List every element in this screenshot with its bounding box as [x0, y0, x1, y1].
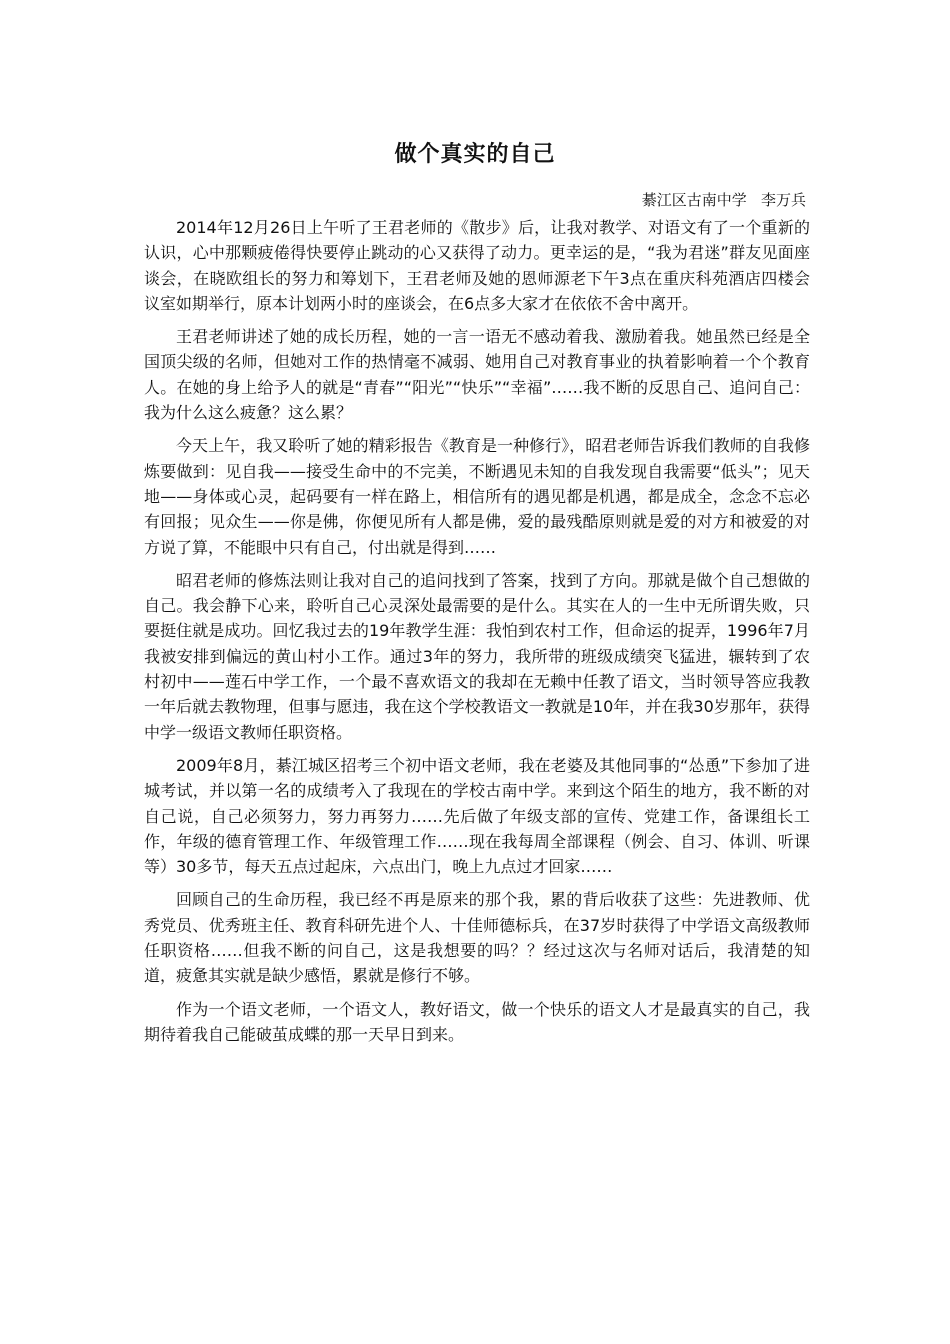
author-byline: 綦江区古南中学 李万兵 [641, 191, 806, 209]
document-body [144, 215, 810, 1055]
paragraph-6: 回顾自己的生命历程，我已经不再是原来的那个我，累的背后收获了这些：先进教师、优秀党员、优秀班主任、教育科研先进个人、十佳师德标兵，在37岁时获得了中学语文高级教师任职资格……但我不断的问自己，这是我想要的吗？？经过这次与名师对话后，我清楚的知道，疲惫其实就是缺少感悟，累就是修行不够。 [144, 890, 810, 986]
document-title: 做个真实的自己 [394, 142, 556, 167]
paragraph-7: 作为一个语文老师，一个语文人，教好语文，做一个快乐的语文人才是最真实的自己，我期待着我自己能破茧成蝶的那一天早日到来。 [144, 999, 810, 1044]
paragraph-3: 今天上午，我又聆听了她的精彩报告《教育是一种修行》，昭君老师告诉我们教师的自我修炼要做到：见自我——接受生命中的不完美，不断遇见未知的自我发现自我需要“低头”；见天地——身体或心灵，起码要有一样在路上，相信所有的遇见都是机遇，都是成全，念念不忘必有回报；见众生——你是佛，你便见所有人都是佛，爱的最残酷原则就是爱的对方和被爱的对方说了算，不能眼中只有自己，付出就是得到…… [144, 436, 810, 557]
paragraph-2: 王君老师讲述了她的成长历程，她的一言一语无不感动着我、激励着我。她虽然已经是全国顶尖级的名师，但她对工作的热情毫不减弱、她用自己对教育事业的执着影响着一个个教育人。在她的身上给予人的就是“青春”“阳光”“快乐”“幸福”……我不断的反思自己、追问自己：我为什么这么疲惫？这么累？ [144, 327, 810, 423]
paragraph-4: 昭君老师的修炼法则让我对自己的追问找到了答案，找到了方向。那就是做个自己想做的自己。我会静下心来，聆听自己心灵深处最需要的是什么。其实在人的一生中无所谓失败，只要挺住就是成功。回忆我过去的19年教学生涯：我怕到农村工作，但命运的捉弄，1996年7月我被安排到偏远的黄山村小工作。通过3年的努力，我所带的班级成绩突飞猛进，辗转到了农村初中——莲石中学工作，一个最不喜欢语文的我却在无赖中任教了语文，当时领导答应我教一年后就去教物理，但事与愿违，我在这个学校教语文一教就是10年，并在我30岁那年，获得中学一级语文教师任职资格。 [144, 570, 810, 742]
paragraph-1: 2014年12月26日上午听了王君老师的《散步》后，让我对教学、对语文有了一个重新的认识，心中那颗疲倦得快要停止跳动的心又获得了动力。更幸运的是，“我为君迷”群友见面座谈会，在晓欧组长的努力和筹划下，王君老师及她的恩师源老下午3点在重庆科苑酒店四楼会议室如期举行，原本计划两小时的座谈会，在6点多大家才在依依不舍中离开。 [144, 218, 810, 313]
paragraph-5: 2009年8月，綦江城区招考三个初中语文老师，我在老婆及其他同事的“怂恿”下参加了进城考试，并以第一名的成绩考入了我现在的学校古南中学。来到这个陌生的地方，我不断的对自己说，自己必须努力，努力再努力……先后做了年级支部的宣传、党建工作，备课组长工作，年级的德育管理工作、年级管理工作……现在我每周全部课程（例会、自习、体训、听课等）30多节，每天五点过起床，六点出门，晚上九点过才回家…… [144, 755, 810, 877]
